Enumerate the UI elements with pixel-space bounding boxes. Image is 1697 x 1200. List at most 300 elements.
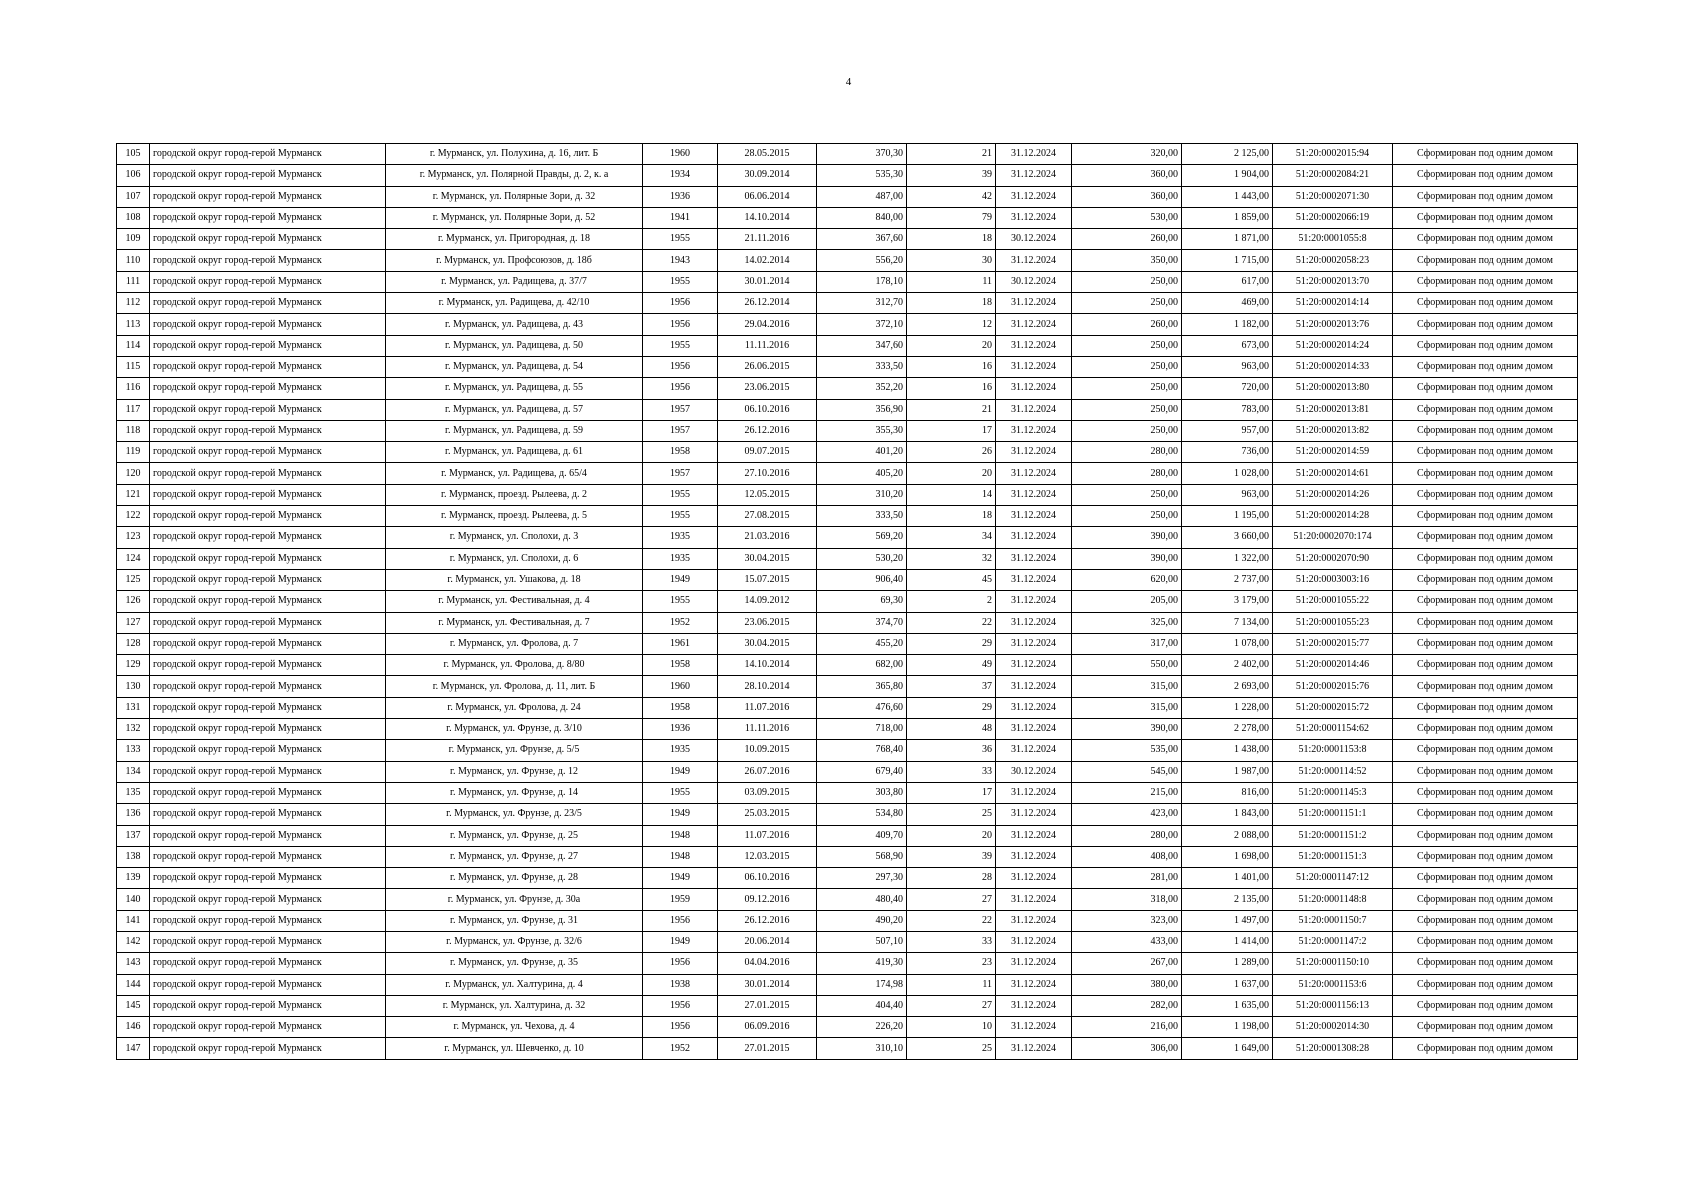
row-number-cell: 120 [117, 463, 150, 484]
municipality-cell: городской округ город-герой Мурманск [150, 889, 386, 910]
due-date-cell: 30.12.2024 [996, 761, 1072, 782]
municipality-cell: городской округ город-герой Мурманск [150, 995, 386, 1016]
table-row [117, 442, 1578, 463]
residents-cell: 34 [907, 527, 996, 548]
address-cell: г. Мурманск, ул. Халтурина, д. 4 [386, 974, 643, 995]
municipality-cell: городской округ город-герой Мурманск [150, 420, 386, 441]
cost-cell: 390,00 [1072, 527, 1182, 548]
total-cell: 1 289,00 [1182, 953, 1273, 974]
due-date-cell: 31.12.2024 [996, 974, 1072, 995]
status-cell: Сформирован под одним домом [1393, 782, 1578, 803]
cost-cell: 390,00 [1072, 719, 1182, 740]
cadastral-number-cell: 51:20:0002013:82 [1273, 420, 1393, 441]
date-cell: 14.10.2014 [718, 655, 817, 676]
build-year-cell: 1956 [643, 1017, 718, 1038]
cost-cell: 360,00 [1072, 165, 1182, 186]
status-cell: Сформирован под одним домом [1393, 633, 1578, 654]
cadastral-number-cell: 51:20:0001156:13 [1273, 995, 1393, 1016]
row-number-cell: 108 [117, 207, 150, 228]
row-number-cell: 141 [117, 910, 150, 931]
date-cell: 26.12.2014 [718, 293, 817, 314]
municipality-cell: городской округ город-герой Мурманск [150, 953, 386, 974]
area-cell: 535,30 [817, 165, 907, 186]
table-row [117, 293, 1578, 314]
status-cell: Сформирован под одним домом [1393, 165, 1578, 186]
municipality-cell: городской округ город-герой Мурманск [150, 463, 386, 484]
cadastral-number-cell: 51:20:0002071:30 [1273, 186, 1393, 207]
municipality-cell: городской округ город-герой Мурманск [150, 719, 386, 740]
housing-registry-table [116, 143, 1578, 1060]
municipality-cell: городской округ город-герой Мурманск [150, 1038, 386, 1059]
cadastral-number-cell: 51:20:0002015:76 [1273, 676, 1393, 697]
residents-cell: 48 [907, 719, 996, 740]
table-row [117, 356, 1578, 377]
table-row [117, 591, 1578, 612]
row-number-cell: 105 [117, 144, 150, 165]
table-row [117, 335, 1578, 356]
cadastral-number-cell: 51:20:0001154:62 [1273, 719, 1393, 740]
municipality-cell: городской округ город-герой Мурманск [150, 697, 386, 718]
date-cell: 30.04.2015 [718, 633, 817, 654]
municipality-cell: городской округ город-герой Мурманск [150, 633, 386, 654]
address-cell: г. Мурманск, ул. Фрунзе, д. 27 [386, 846, 643, 867]
build-year-cell: 1957 [643, 399, 718, 420]
total-cell: 736,00 [1182, 442, 1273, 463]
table-row [117, 782, 1578, 803]
page-number: 4 [845, 76, 852, 88]
residents-cell: 79 [907, 207, 996, 228]
row-number-cell: 122 [117, 506, 150, 527]
table-row [117, 1038, 1578, 1059]
status-cell: Сформирован под одним домом [1393, 740, 1578, 761]
address-cell: г. Мурманск, ул. Полярные Зори, д. 32 [386, 186, 643, 207]
total-cell: 1 715,00 [1182, 250, 1273, 271]
residents-cell: 20 [907, 335, 996, 356]
build-year-cell: 1949 [643, 804, 718, 825]
due-date-cell: 31.12.2024 [996, 931, 1072, 952]
cadastral-number-cell: 51:20:0002015:77 [1273, 633, 1393, 654]
due-date-cell: 31.12.2024 [996, 293, 1072, 314]
area-cell: 401,20 [817, 442, 907, 463]
residents-cell: 10 [907, 1017, 996, 1038]
area-cell: 333,50 [817, 356, 907, 377]
due-date-cell: 31.12.2024 [996, 804, 1072, 825]
total-cell: 1 637,00 [1182, 974, 1273, 995]
cadastral-number-cell: 51:20:0002070:90 [1273, 548, 1393, 569]
municipality-cell: городской округ город-герой Мурманск [150, 165, 386, 186]
status-cell: Сформирован под одним домом [1393, 825, 1578, 846]
due-date-cell: 31.12.2024 [996, 378, 1072, 399]
area-cell: 530,20 [817, 548, 907, 569]
status-cell: Сформирован под одним домом [1393, 250, 1578, 271]
municipality-cell: городской округ город-герой Мурманск [150, 591, 386, 612]
municipality-cell: городской округ город-герой Мурманск [150, 229, 386, 250]
cadastral-number-cell: 51:20:0002084:21 [1273, 165, 1393, 186]
due-date-cell: 31.12.2024 [996, 591, 1072, 612]
residents-cell: 17 [907, 420, 996, 441]
address-cell: г. Мурманск, ул. Радищева, д. 43 [386, 314, 643, 335]
cadastral-number-cell: 51:20:0002013:80 [1273, 378, 1393, 399]
residents-cell: 22 [907, 910, 996, 931]
cost-cell: 260,00 [1072, 229, 1182, 250]
total-cell: 1 635,00 [1182, 995, 1273, 1016]
build-year-cell: 1956 [643, 910, 718, 931]
date-cell: 27.01.2015 [718, 1038, 817, 1059]
build-year-cell: 1956 [643, 995, 718, 1016]
date-cell: 06.09.2016 [718, 1017, 817, 1038]
total-cell: 1 182,00 [1182, 314, 1273, 335]
table-row [117, 761, 1578, 782]
date-cell: 12.03.2015 [718, 846, 817, 867]
area-cell: 568,90 [817, 846, 907, 867]
municipality-cell: городской округ город-герой Мурманск [150, 910, 386, 931]
address-cell: г. Мурманск, проезд. Рылеева, д. 5 [386, 506, 643, 527]
cadastral-number-cell: 51:20:0001153:8 [1273, 740, 1393, 761]
table-row [117, 271, 1578, 292]
total-cell: 7 134,00 [1182, 612, 1273, 633]
build-year-cell: 1948 [643, 846, 718, 867]
address-cell: г. Мурманск, ул. Фрунзе, д. 30а [386, 889, 643, 910]
address-cell: г. Мурманск, ул. Фролова, д. 8/80 [386, 655, 643, 676]
row-number-cell: 115 [117, 356, 150, 377]
area-cell: 507,10 [817, 931, 907, 952]
area-cell: 768,40 [817, 740, 907, 761]
table-row [117, 399, 1578, 420]
area-cell: 455,20 [817, 633, 907, 654]
residents-cell: 33 [907, 761, 996, 782]
residents-cell: 49 [907, 655, 996, 676]
date-cell: 25.03.2015 [718, 804, 817, 825]
total-cell: 1 028,00 [1182, 463, 1273, 484]
date-cell: 09.12.2016 [718, 889, 817, 910]
area-cell: 840,00 [817, 207, 907, 228]
total-cell: 783,00 [1182, 399, 1273, 420]
municipality-cell: городской округ город-герой Мурманск [150, 846, 386, 867]
cost-cell: 360,00 [1072, 186, 1182, 207]
cost-cell: 433,00 [1072, 931, 1182, 952]
date-cell: 28.10.2014 [718, 676, 817, 697]
build-year-cell: 1958 [643, 697, 718, 718]
residents-cell: 21 [907, 399, 996, 420]
status-cell: Сформирован под одним домом [1393, 974, 1578, 995]
cost-cell: 315,00 [1072, 697, 1182, 718]
total-cell: 617,00 [1182, 271, 1273, 292]
due-date-cell: 31.12.2024 [996, 569, 1072, 590]
cadastral-number-cell: 51:20:000114:52 [1273, 761, 1393, 782]
cost-cell: 380,00 [1072, 974, 1182, 995]
date-cell: 15.07.2015 [718, 569, 817, 590]
status-cell: Сформирован под одним домом [1393, 229, 1578, 250]
area-cell: 718,00 [817, 719, 907, 740]
cost-cell: 545,00 [1072, 761, 1182, 782]
table-row [117, 186, 1578, 207]
address-cell: г. Мурманск, ул. Радищева, д. 54 [386, 356, 643, 377]
cost-cell: 216,00 [1072, 1017, 1182, 1038]
due-date-cell: 30.12.2024 [996, 229, 1072, 250]
municipality-cell: городской округ город-герой Мурманск [150, 825, 386, 846]
table-row [117, 676, 1578, 697]
total-cell: 1 438,00 [1182, 740, 1273, 761]
build-year-cell: 1956 [643, 356, 718, 377]
area-cell: 490,20 [817, 910, 907, 931]
area-cell: 405,20 [817, 463, 907, 484]
status-cell: Сформирован под одним домом [1393, 463, 1578, 484]
area-cell: 333,50 [817, 506, 907, 527]
cost-cell: 250,00 [1072, 378, 1182, 399]
row-number-cell: 123 [117, 527, 150, 548]
cost-cell: 315,00 [1072, 676, 1182, 697]
build-year-cell: 1935 [643, 548, 718, 569]
address-cell: г. Мурманск, ул. Фрунзе, д. 31 [386, 910, 643, 931]
municipality-cell: городской округ город-герой Мурманск [150, 868, 386, 889]
table-row [117, 889, 1578, 910]
area-cell: 365,80 [817, 676, 907, 697]
municipality-cell: городской округ город-герой Мурманск [150, 271, 386, 292]
status-cell: Сформирован под одним домом [1393, 356, 1578, 377]
build-year-cell: 1956 [643, 378, 718, 399]
residents-cell: 25 [907, 1038, 996, 1059]
cadastral-number-cell: 51:20:0002014:14 [1273, 293, 1393, 314]
status-cell: Сформирован под одним домом [1393, 953, 1578, 974]
due-date-cell: 31.12.2024 [996, 356, 1072, 377]
residents-cell: 33 [907, 931, 996, 952]
area-cell: 367,60 [817, 229, 907, 250]
build-year-cell: 1955 [643, 782, 718, 803]
table-row [117, 719, 1578, 740]
cost-cell: 250,00 [1072, 399, 1182, 420]
cadastral-number-cell: 51:20:0001151:2 [1273, 825, 1393, 846]
table-row [117, 633, 1578, 654]
municipality-cell: городской округ город-герой Мурманск [150, 144, 386, 165]
status-cell: Сформирован под одним домом [1393, 186, 1578, 207]
row-number-cell: 114 [117, 335, 150, 356]
date-cell: 28.05.2015 [718, 144, 817, 165]
status-cell: Сформирован под одним домом [1393, 910, 1578, 931]
total-cell: 816,00 [1182, 782, 1273, 803]
table-row [117, 825, 1578, 846]
row-number-cell: 143 [117, 953, 150, 974]
municipality-cell: городской округ город-герой Мурманск [150, 442, 386, 463]
build-year-cell: 1935 [643, 740, 718, 761]
date-cell: 30.09.2014 [718, 165, 817, 186]
status-cell: Сформирован под одним домом [1393, 314, 1578, 335]
residents-cell: 11 [907, 271, 996, 292]
address-cell: г. Мурманск, ул. Радищева, д. 57 [386, 399, 643, 420]
area-cell: 372,10 [817, 314, 907, 335]
row-number-cell: 129 [117, 655, 150, 676]
municipality-cell: городской округ город-герой Мурманск [150, 782, 386, 803]
municipality-cell: городской округ город-герой Мурманск [150, 612, 386, 633]
residents-cell: 25 [907, 804, 996, 825]
total-cell: 3 660,00 [1182, 527, 1273, 548]
area-cell: 906,40 [817, 569, 907, 590]
row-number-cell: 137 [117, 825, 150, 846]
area-cell: 679,40 [817, 761, 907, 782]
table-row [117, 378, 1578, 399]
address-cell: г. Мурманск, ул. Чехова, д. 4 [386, 1017, 643, 1038]
residents-cell: 28 [907, 868, 996, 889]
area-cell: 682,00 [817, 655, 907, 676]
table-row [117, 804, 1578, 825]
residents-cell: 27 [907, 889, 996, 910]
residents-cell: 16 [907, 356, 996, 377]
cadastral-number-cell: 51:20:0001151:3 [1273, 846, 1393, 867]
cost-cell: 250,00 [1072, 335, 1182, 356]
build-year-cell: 1956 [643, 293, 718, 314]
residents-cell: 18 [907, 229, 996, 250]
area-cell: 226,20 [817, 1017, 907, 1038]
status-cell: Сформирован под одним домом [1393, 804, 1578, 825]
municipality-cell: городской округ город-герой Мурманск [150, 569, 386, 590]
date-cell: 27.01.2015 [718, 995, 817, 1016]
build-year-cell: 1949 [643, 761, 718, 782]
area-cell: 374,70 [817, 612, 907, 633]
status-cell: Сформирован под одним домом [1393, 442, 1578, 463]
total-cell: 1 987,00 [1182, 761, 1273, 782]
table-row [117, 931, 1578, 952]
cadastral-number-cell: 51:20:0003003:16 [1273, 569, 1393, 590]
date-cell: 11.07.2016 [718, 697, 817, 718]
table-row [117, 974, 1578, 995]
cost-cell: 280,00 [1072, 463, 1182, 484]
status-cell: Сформирован под одним домом [1393, 378, 1578, 399]
build-year-cell: 1941 [643, 207, 718, 228]
area-cell: 303,80 [817, 782, 907, 803]
address-cell: г. Мурманск, ул. Фрунзе, д. 25 [386, 825, 643, 846]
status-cell: Сформирован под одним домом [1393, 527, 1578, 548]
row-number-cell: 106 [117, 165, 150, 186]
total-cell: 2 088,00 [1182, 825, 1273, 846]
cost-cell: 320,00 [1072, 144, 1182, 165]
cadastral-number-cell: 51:20:0001150:7 [1273, 910, 1393, 931]
row-number-cell: 125 [117, 569, 150, 590]
cost-cell: 423,00 [1072, 804, 1182, 825]
cost-cell: 317,00 [1072, 633, 1182, 654]
table-row [117, 655, 1578, 676]
table-row [117, 612, 1578, 633]
cost-cell: 267,00 [1072, 953, 1182, 974]
row-number-cell: 113 [117, 314, 150, 335]
cadastral-number-cell: 51:20:0001147:2 [1273, 931, 1393, 952]
cadastral-number-cell: 51:20:0002014:61 [1273, 463, 1393, 484]
table-row [117, 740, 1578, 761]
cost-cell: 250,00 [1072, 484, 1182, 505]
residents-cell: 12 [907, 314, 996, 335]
cadastral-number-cell: 51:20:0002013:76 [1273, 314, 1393, 335]
total-cell: 469,00 [1182, 293, 1273, 314]
row-number-cell: 130 [117, 676, 150, 697]
row-number-cell: 118 [117, 420, 150, 441]
cost-cell: 530,00 [1072, 207, 1182, 228]
build-year-cell: 1958 [643, 655, 718, 676]
date-cell: 03.09.2015 [718, 782, 817, 803]
due-date-cell: 31.12.2024 [996, 165, 1072, 186]
residents-cell: 29 [907, 697, 996, 718]
build-year-cell: 1955 [643, 591, 718, 612]
build-year-cell: 1952 [643, 612, 718, 633]
area-cell: 69,30 [817, 591, 907, 612]
area-cell: 352,20 [817, 378, 907, 399]
cadastral-number-cell: 51:20:0002058:23 [1273, 250, 1393, 271]
area-cell: 355,30 [817, 420, 907, 441]
status-cell: Сформирован под одним домом [1393, 1017, 1578, 1038]
row-number-cell: 117 [117, 399, 150, 420]
total-cell: 1 228,00 [1182, 697, 1273, 718]
build-year-cell: 1935 [643, 527, 718, 548]
date-cell: 04.04.2016 [718, 953, 817, 974]
total-cell: 1 871,00 [1182, 229, 1273, 250]
total-cell: 1 198,00 [1182, 1017, 1273, 1038]
table-row [117, 910, 1578, 931]
cost-cell: 250,00 [1072, 293, 1182, 314]
row-number-cell: 112 [117, 293, 150, 314]
build-year-cell: 1955 [643, 271, 718, 292]
residents-cell: 2 [907, 591, 996, 612]
address-cell: г. Мурманск, ул. Фролова, д. 7 [386, 633, 643, 654]
cadastral-number-cell: 51:20:0001147:12 [1273, 868, 1393, 889]
build-year-cell: 1960 [643, 144, 718, 165]
date-cell: 21.11.2016 [718, 229, 817, 250]
address-cell: г. Мурманск, ул. Полухина, д. 16, лит. Б [386, 144, 643, 165]
total-cell: 2 135,00 [1182, 889, 1273, 910]
row-number-cell: 145 [117, 995, 150, 1016]
due-date-cell: 31.12.2024 [996, 144, 1072, 165]
cadastral-number-cell: 51:20:0002014:30 [1273, 1017, 1393, 1038]
cost-cell: 215,00 [1072, 782, 1182, 803]
date-cell: 26.12.2016 [718, 420, 817, 441]
due-date-cell: 31.12.2024 [996, 825, 1072, 846]
residents-cell: 21 [907, 144, 996, 165]
area-cell: 174,98 [817, 974, 907, 995]
due-date-cell: 31.12.2024 [996, 548, 1072, 569]
table-row [117, 420, 1578, 441]
total-cell: 1 078,00 [1182, 633, 1273, 654]
status-cell: Сформирован под одним домом [1393, 271, 1578, 292]
total-cell: 3 179,00 [1182, 591, 1273, 612]
date-cell: 10.09.2015 [718, 740, 817, 761]
address-cell: г. Мурманск, ул. Фестивальная, д. 4 [386, 591, 643, 612]
row-number-cell: 107 [117, 186, 150, 207]
status-cell: Сформирован под одним домом [1393, 612, 1578, 633]
area-cell: 370,30 [817, 144, 907, 165]
build-year-cell: 1959 [643, 889, 718, 910]
due-date-cell: 31.12.2024 [996, 506, 1072, 527]
area-cell: 534,80 [817, 804, 907, 825]
due-date-cell: 31.12.2024 [996, 655, 1072, 676]
build-year-cell: 1960 [643, 676, 718, 697]
cost-cell: 408,00 [1072, 846, 1182, 867]
date-cell: 11.11.2016 [718, 335, 817, 356]
status-cell: Сформирован под одним домом [1393, 335, 1578, 356]
address-cell: г. Мурманск, ул. Радищева, д. 65/4 [386, 463, 643, 484]
build-year-cell: 1938 [643, 974, 718, 995]
status-cell: Сформирован под одним домом [1393, 761, 1578, 782]
cost-cell: 282,00 [1072, 995, 1182, 1016]
cost-cell: 250,00 [1072, 356, 1182, 377]
status-cell: Сформирован под одним домом [1393, 931, 1578, 952]
date-cell: 27.10.2016 [718, 463, 817, 484]
address-cell: г. Мурманск, ул. Фрунзе, д. 14 [386, 782, 643, 803]
date-cell: 06.06.2014 [718, 186, 817, 207]
residents-cell: 30 [907, 250, 996, 271]
table-row [117, 229, 1578, 250]
due-date-cell: 31.12.2024 [996, 612, 1072, 633]
row-number-cell: 147 [117, 1038, 150, 1059]
municipality-cell: городской округ город-герой Мурманск [150, 335, 386, 356]
due-date-cell: 31.12.2024 [996, 995, 1072, 1016]
total-cell: 1 843,00 [1182, 804, 1273, 825]
address-cell: г. Мурманск, ул. Фрунзе, д. 35 [386, 953, 643, 974]
